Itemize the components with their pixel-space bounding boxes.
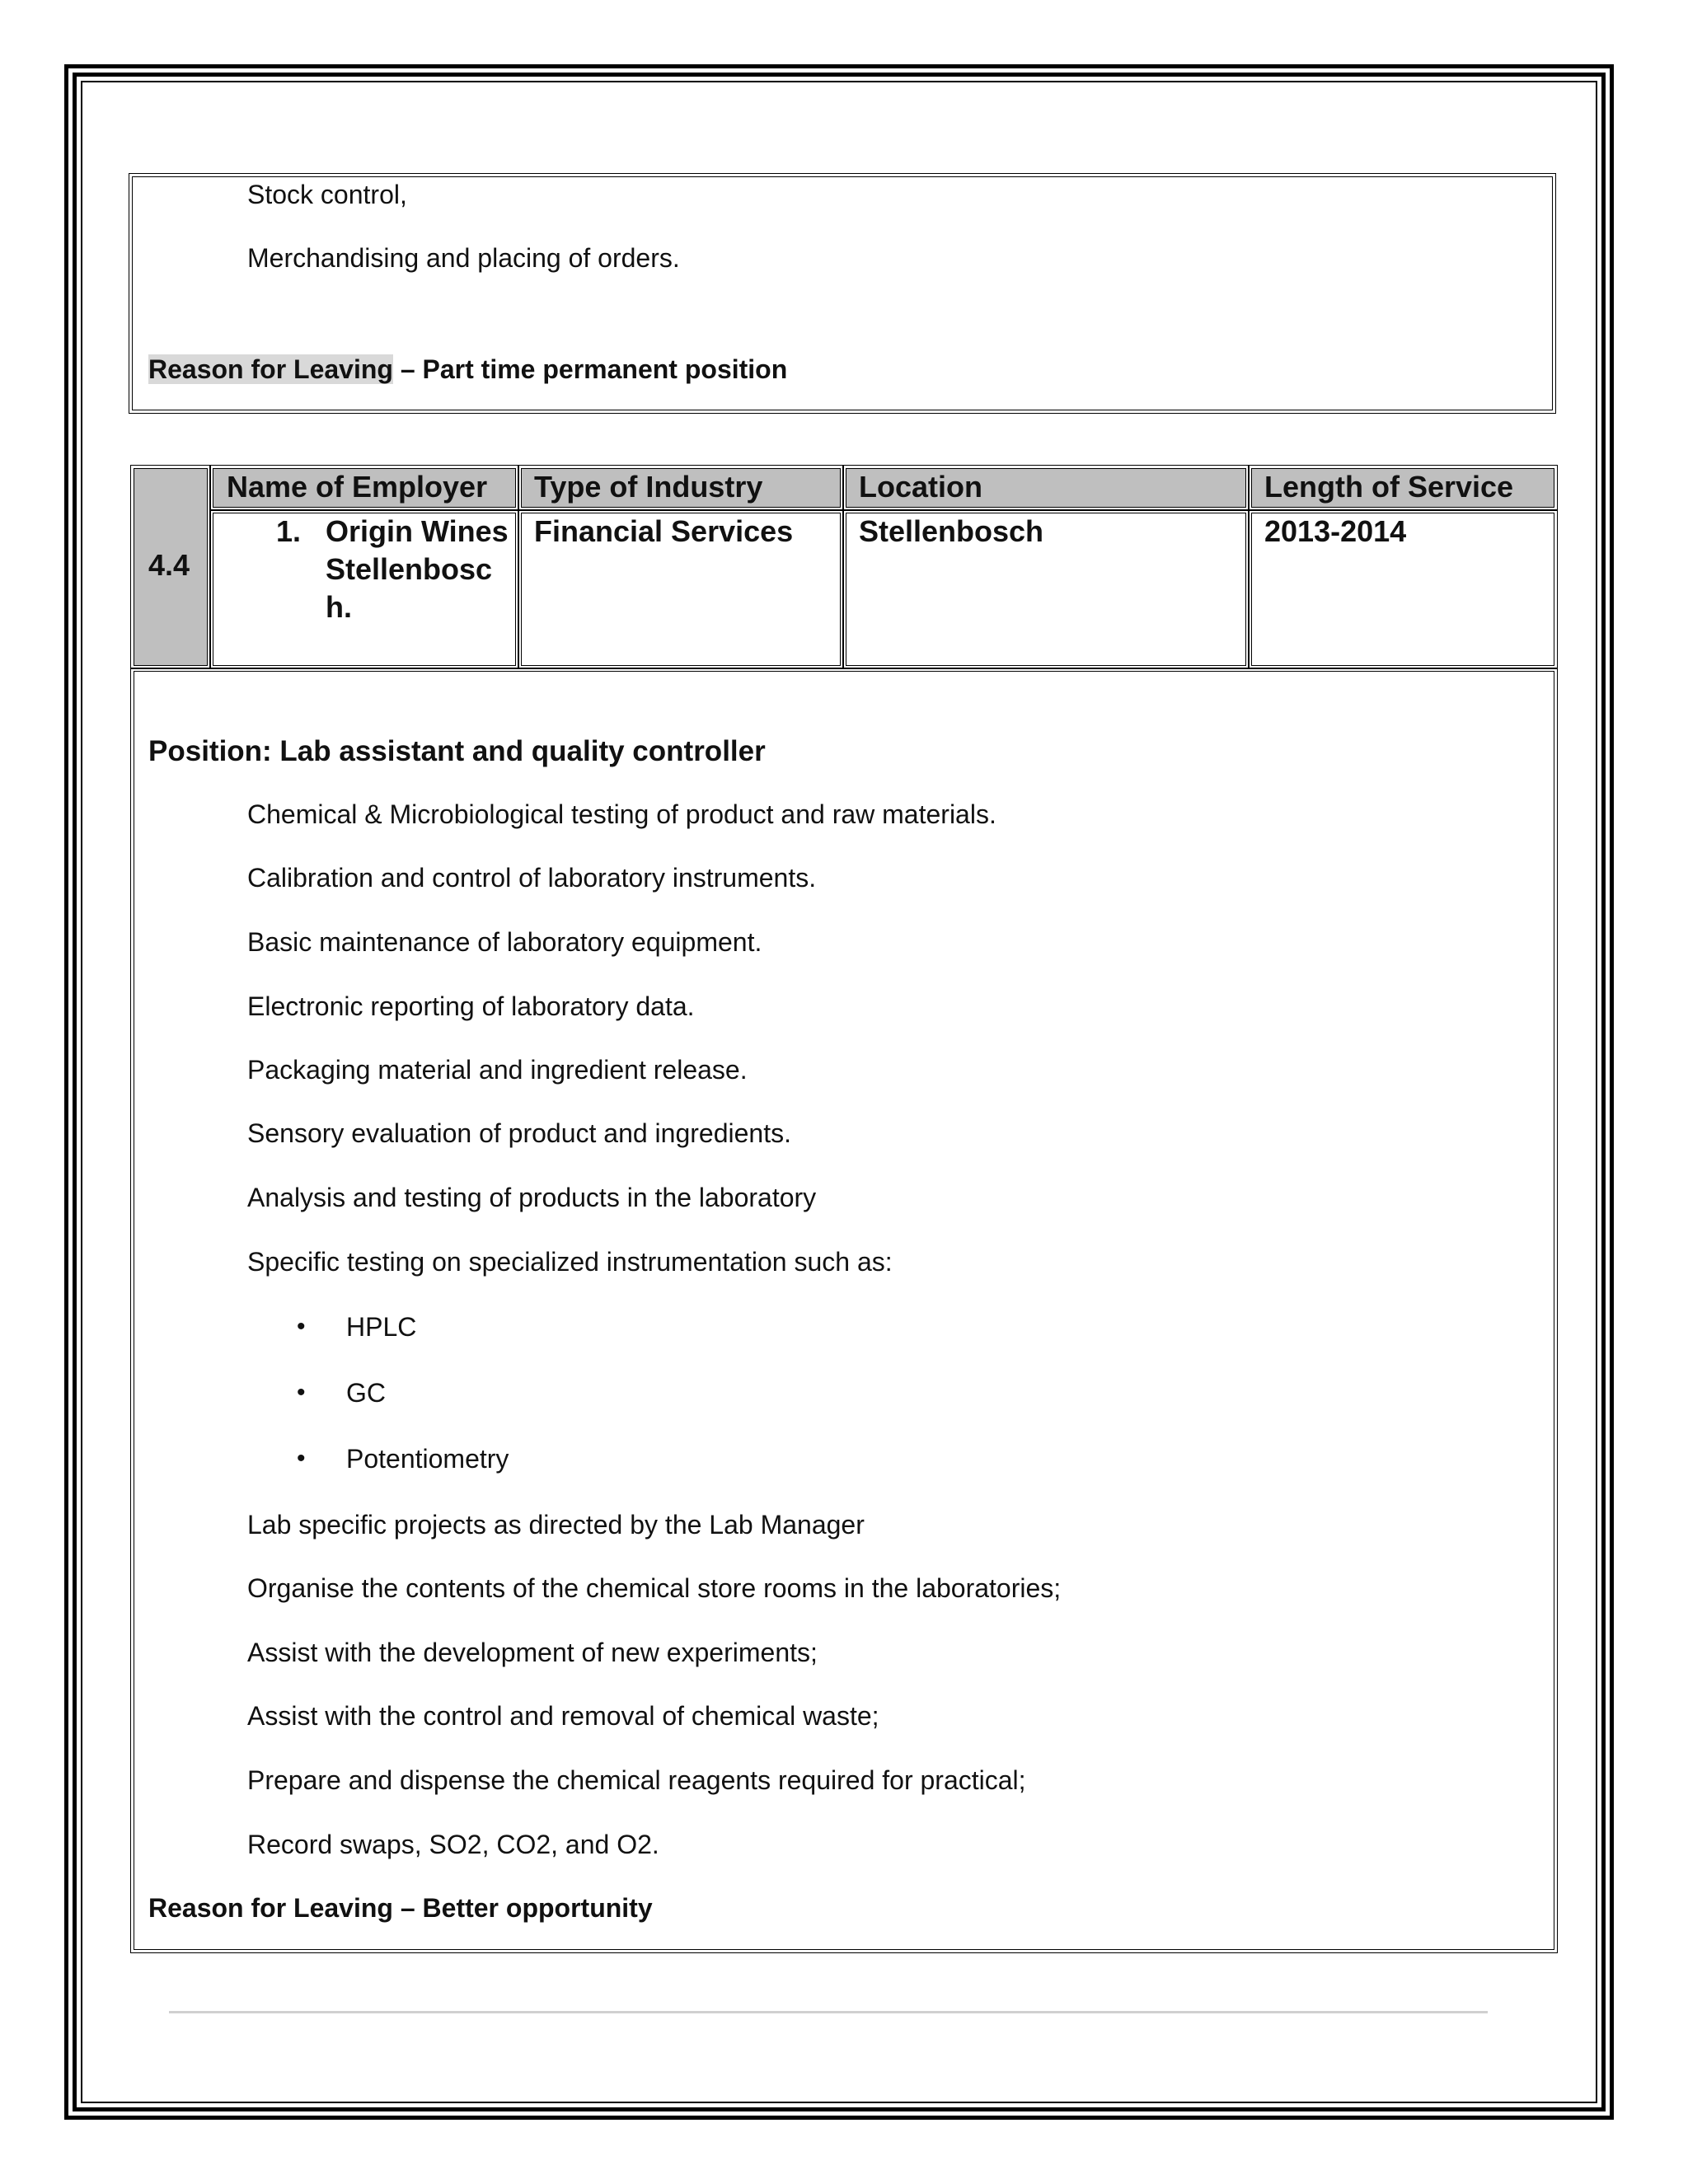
duty-line: Lab specific projects as directed by the Lab Manager xyxy=(247,1510,865,1540)
footer-divider xyxy=(169,2011,1488,2013)
reason-separator: – xyxy=(392,354,423,384)
duty-line: Stock control, xyxy=(247,180,407,209)
instrument-item: HPLC xyxy=(346,1312,417,1342)
bullet-icon: • xyxy=(297,1445,306,1472)
employer-name-line: h. xyxy=(326,590,352,624)
header-name-of-employer-label: Name of Employer xyxy=(227,470,488,504)
header-length-of-service-label: Length of Service xyxy=(1264,470,1514,504)
duty-line: Electronic reporting of laboratory data. xyxy=(247,991,695,1021)
industry-value: Financial Services xyxy=(534,514,794,548)
duty-line: Specific testing on specialized instrumentation such as: xyxy=(247,1247,893,1277)
duty-line: Prepare and dispense the chemical reagents required for practical; xyxy=(247,1765,1026,1795)
employer-number: 1. xyxy=(276,514,302,548)
duty-line: Sensory evaluation of product and ingredients. xyxy=(247,1118,791,1148)
header-location-label: Location xyxy=(859,470,982,504)
duty-line: Merchandising and placing of orders. xyxy=(247,243,680,273)
duty-line: Organise the contents of the chemical store rooms in the laboratories; xyxy=(247,1573,1062,1603)
duty-line: Record swaps, SO2, CO2, and O2. xyxy=(247,1830,659,1859)
reason-for-leaving: Reason for Leaving – Better opportunity xyxy=(148,1893,653,1923)
bullet-icon: • xyxy=(297,1379,306,1406)
location-value: Stellenbosch xyxy=(859,514,1044,548)
service-value: 2013-2014 xyxy=(1264,514,1407,548)
reason-value: Part time permanent position xyxy=(422,354,788,384)
reason-for-leaving xyxy=(148,354,787,385)
duty-line: Calibration and control of laboratory instruments. xyxy=(247,863,817,893)
header-type-of-industry-label: Type of Industry xyxy=(534,470,763,504)
section-number: 4.4 xyxy=(148,548,190,582)
duty-line: Basic maintenance of laboratory equipment. xyxy=(247,927,762,957)
bullet-icon: • xyxy=(297,1313,306,1340)
position-title: Position: Lab assistant and quality controller xyxy=(148,735,766,767)
duty-line: Assist with the control and removal of chemical waste; xyxy=(247,1701,879,1731)
duty-line: Chemical & Microbiological testing of product and raw materials. xyxy=(247,799,996,829)
reason-label-highlight: Reason for Leaving xyxy=(148,354,393,384)
employer-name-line: Stellenbosc xyxy=(326,552,493,586)
employer-name-line: Origin Wines xyxy=(326,514,509,548)
instrument-item: GC xyxy=(346,1378,386,1408)
duty-line: Analysis and testing of products in the laboratory xyxy=(247,1183,817,1212)
duty-line: Assist with the development of new experiments; xyxy=(247,1638,818,1667)
duty-line: Packaging material and ingredient release. xyxy=(247,1055,748,1085)
instrument-item: Potentiometry xyxy=(346,1444,509,1474)
